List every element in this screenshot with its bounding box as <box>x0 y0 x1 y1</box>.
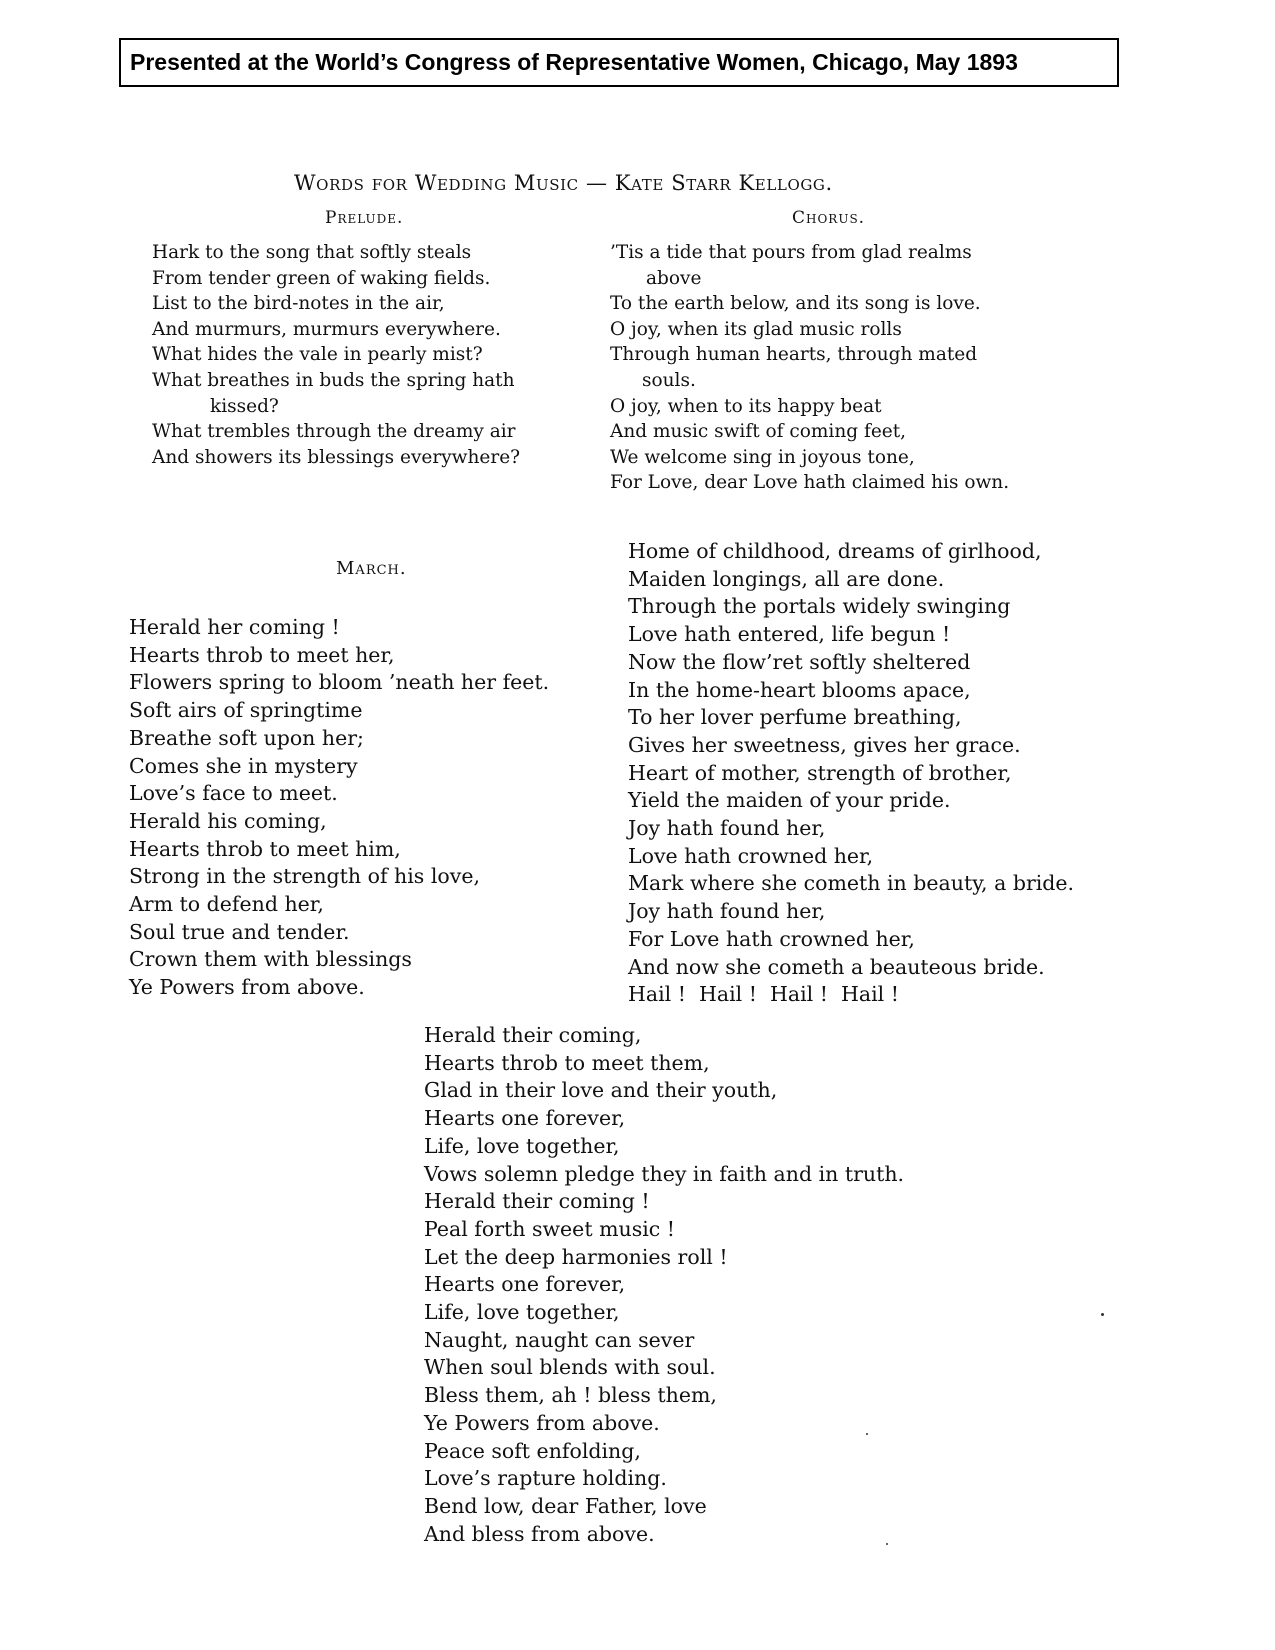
verse-line: List to the bird-notes in the air, <box>152 293 445 315</box>
verse-line: Through the portals widely swinging <box>628 594 1011 619</box>
verse-line: Hail ! Hail ! Hail ! Hail ! <box>628 982 899 1007</box>
verse-line: Ye Powers from above. <box>129 975 365 1000</box>
verse-line: And murmurs, murmurs everywhere. <box>152 318 501 340</box>
verse-line: And showers its blessings everywhere? <box>152 446 521 468</box>
verse-line: Love’s face to meet. <box>129 781 338 806</box>
verse-line: What trembles through the dreamy air <box>152 421 516 443</box>
verse-line: And now she cometh a beauteous bride. <box>628 954 1045 979</box>
prelude-heading: Prelude. <box>325 208 404 228</box>
verse-line: For Love, dear Love hath claimed his own. <box>610 472 1010 494</box>
verse-line: Ye Powers from above. <box>424 1410 660 1435</box>
verse-line-continuation: kissed? <box>210 395 279 417</box>
verse-line: Hearts one forever, <box>424 1272 626 1297</box>
verse-line: Love hath crowned her, <box>628 843 874 868</box>
verse-line: Hearts throb to meet her, <box>129 642 395 667</box>
verse-line: Peace soft enfolding, <box>424 1438 641 1463</box>
verse-line: When soul blends with soul. <box>424 1355 716 1380</box>
verse-line: Soft airs of springtime <box>129 698 363 723</box>
prelude-verse <box>152 240 520 470</box>
verse-line: ’Tis a tide that pours from glad realms <box>610 242 972 263</box>
verse-line: Now the flow’ret softly sheltered <box>628 649 971 674</box>
verse-line: Hark to the song that softly steals <box>152 242 472 263</box>
verse-line-continuation: above <box>646 267 702 289</box>
verse-line: O joy, when its glad music rolls <box>610 318 902 340</box>
march-right-verse <box>628 538 1074 1009</box>
verse-line: Flowers spring to bloom ’neath her feet. <box>129 670 550 695</box>
verse-line: Peal forth sweet music ! <box>424 1216 676 1241</box>
verse-line: Herald her coming ! <box>129 615 340 639</box>
verse-line: Arm to defend her, <box>129 892 324 917</box>
verse-line: From tender green of waking fields. <box>152 267 491 289</box>
verse-line: Yield the maiden of your pride. <box>628 788 951 813</box>
verse-line: Herald their coming, <box>424 1023 642 1047</box>
verse-line: We welcome sing in joyous tone, <box>610 446 915 468</box>
chorus-heading: Chorus. <box>792 208 866 228</box>
verse-line: Home of childhood, dreams of girlhood, <box>628 539 1042 563</box>
verse-line: Maiden longings, all are done. <box>628 566 945 591</box>
presentation-banner: Presented at the World’s Congress of Representative Women, Chicago, May 1893 <box>119 38 1119 87</box>
verse-line: Love hath entered, life begun ! <box>628 622 951 647</box>
verse-line: For Love hath crowned her, <box>628 926 915 951</box>
scan-speck <box>866 1433 868 1435</box>
verse-line: What breathes in buds the spring hath <box>152 369 515 391</box>
verse-line: Strong in the strength of his love, <box>129 864 480 889</box>
verse-line: Hearts throb to meet him, <box>129 836 401 861</box>
verse-line: Through human hearts, through mated <box>610 344 978 366</box>
verse-line: In the home-heart blooms apace, <box>628 677 971 702</box>
verse-line: Love’s rapture holding. <box>424 1466 667 1491</box>
verse-line: Life, love together, <box>424 1300 620 1325</box>
verse-line: Joy hath found her, <box>628 816 826 841</box>
verse-line: And music swift of coming feet, <box>610 421 907 443</box>
chorus-verse <box>610 240 1009 496</box>
verse-line: Hearts throb to meet them, <box>424 1050 710 1075</box>
verse-line: Breathe soft upon her; <box>129 725 364 750</box>
verse-line: Let the deep harmonies roll ! <box>424 1244 728 1269</box>
verse-line: Joy hath found her, <box>628 899 826 924</box>
verse-line: And bless from above. <box>424 1521 655 1546</box>
finale-verse <box>424 1022 904 1548</box>
verse-line: Life, love together, <box>424 1133 620 1158</box>
verse-line: Vows solemn pledge they in faith and in truth. <box>424 1161 905 1186</box>
verse-line: O joy, when to its happy beat <box>610 395 882 417</box>
verse-line: Hearts one forever, <box>424 1106 626 1131</box>
verse-line: Heart of mother, strength of brother, <box>628 760 1012 785</box>
verse-line: Bless them, ah ! bless them, <box>424 1383 717 1408</box>
verse-line: Naught, naught can sever <box>424 1327 695 1352</box>
march-verse <box>129 614 549 1002</box>
verse-line: What hides the vale in pearly mist? <box>152 344 483 366</box>
verse-line-continuation: souls. <box>642 369 696 391</box>
document-title: Words for Wedding Music — Kate Starr Kellogg. <box>294 171 833 195</box>
verse-line: Gives her sweetness, gives her grace. <box>628 732 1021 757</box>
scan-speck <box>1101 1313 1104 1316</box>
verse-line: Crown them with blessings <box>129 947 412 972</box>
verse-line: Glad in their love and their youth, <box>424 1078 778 1103</box>
verse-line: To the earth below, and its song is love. <box>610 293 981 315</box>
verse-line: Bend low, dear Father, love <box>424 1493 707 1518</box>
verse-line: Herald their coming ! <box>424 1189 650 1214</box>
verse-line: Soul true and tender. <box>129 919 350 944</box>
scan-speck <box>886 1543 888 1545</box>
verse-line: Comes she in mystery <box>129 753 358 778</box>
verse-line: Herald his coming, <box>129 808 327 833</box>
march-heading: March. <box>336 558 407 579</box>
verse-line: Mark where she cometh in beauty, a bride. <box>628 871 1075 896</box>
verse-line: To her lover perfume breathing, <box>628 705 962 730</box>
